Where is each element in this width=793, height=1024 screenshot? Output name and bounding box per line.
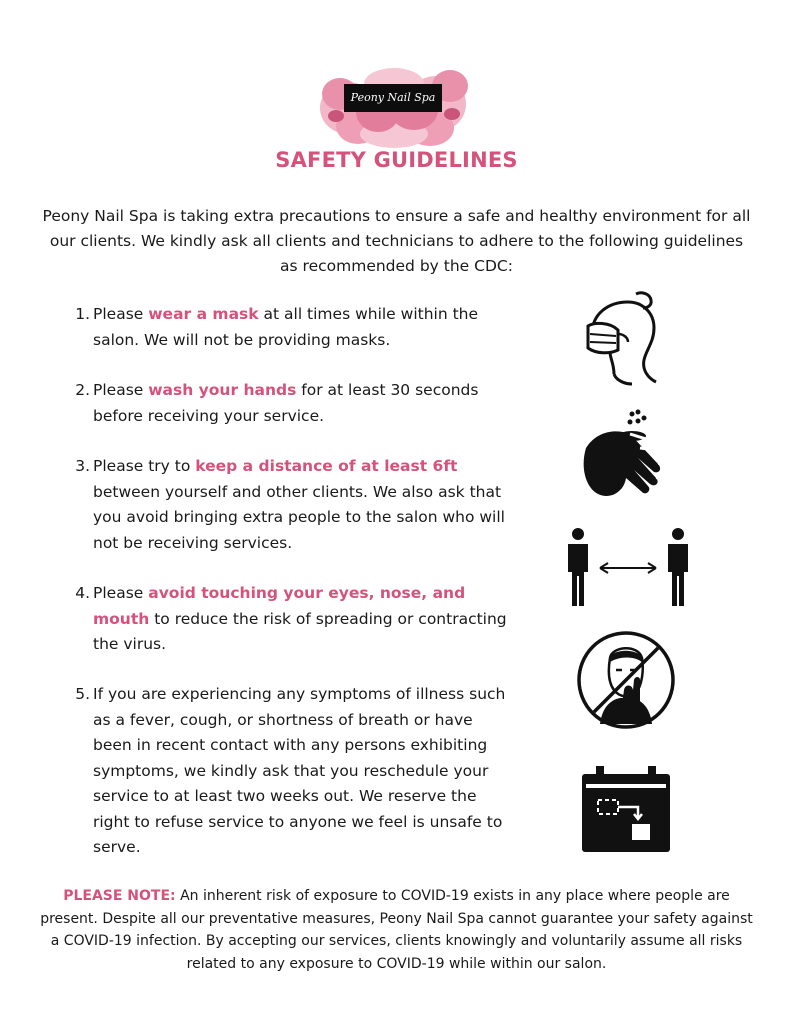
- guideline-item: [60, 682, 510, 861]
- hand-washing-icon: [580, 408, 672, 504]
- guideline-item: [60, 454, 510, 556]
- note-label: PLEASE NOTE:: [63, 888, 176, 904]
- guideline-text: Please wash your hands for at least 30 seconds before receiving your service.: [93, 381, 479, 425]
- note-text: An inherent risk of exposure to COVID-19 exists in any place where people are present. Despite all our preventative measures, Peony Nail Spa cannot guarantee your safety against a COVID-19 infection. By accepting our services, clients knowingly and voluntarily assume all risks related to any exposure to COVID-19 while within our salon.: [40, 888, 753, 972]
- logo: [318, 64, 470, 150]
- guideline-number: 2.: [75, 381, 90, 399]
- guideline-text: Please try to keep a distance of at least 6ft between yourself and other clients. We also ask that you avoid bringing extra people to the salon who will not be receiving services.: [93, 457, 505, 552]
- guideline-text: If you are experiencing any symptoms of illness such as a fever, cough, or shortness of breath or have been in recent contact with any persons exhibiting symptoms, we kindly ask that you reschedule your service to at least two weeks out. We reserve the right to refuse service to anyone we feel is unsafe to serve.: [93, 685, 506, 856]
- page-title: SAFETY GUIDELINES: [275, 148, 518, 172]
- guideline-text: Please wear a mask at all times while within the salon. We will not be providing masks.: [93, 305, 479, 349]
- guideline-highlight: avoid touching your eyes, nose, and mouth: [93, 584, 466, 628]
- intro-paragraph: Peony Nail Spa is taking extra precautions to ensure a safe and healthy environment for all our clients. We kindly ask all clients and technicians to adhere to the following guidelines as recommended by the CDC:: [42, 207, 751, 275]
- guideline-item: [60, 302, 510, 353]
- disclaimer-note: [40, 885, 753, 975]
- guideline-number: 1.: [75, 305, 90, 323]
- no-face-touching-icon: [576, 630, 676, 730]
- reschedule-calendar-icon: [582, 766, 670, 852]
- guideline-highlight: keep a distance of at least 6ft: [195, 457, 458, 475]
- guideline-highlight: wash your hands: [148, 381, 297, 399]
- guideline-text: Please avoid touching your eyes, nose, and mouth to reduce the risk of spreading or contracting the virus.: [93, 584, 507, 653]
- guideline-item: [60, 378, 510, 429]
- social-distancing-icon: [566, 528, 690, 608]
- guideline-highlight: wear a mask: [148, 305, 259, 323]
- guideline-item: [60, 581, 510, 658]
- guideline-number: 4.: [75, 584, 90, 602]
- guideline-number: 3.: [75, 457, 90, 475]
- face-mask-icon: [584, 290, 662, 386]
- logo-text: Peony Nail Spa: [350, 91, 436, 104]
- guideline-number: 5.: [75, 685, 90, 703]
